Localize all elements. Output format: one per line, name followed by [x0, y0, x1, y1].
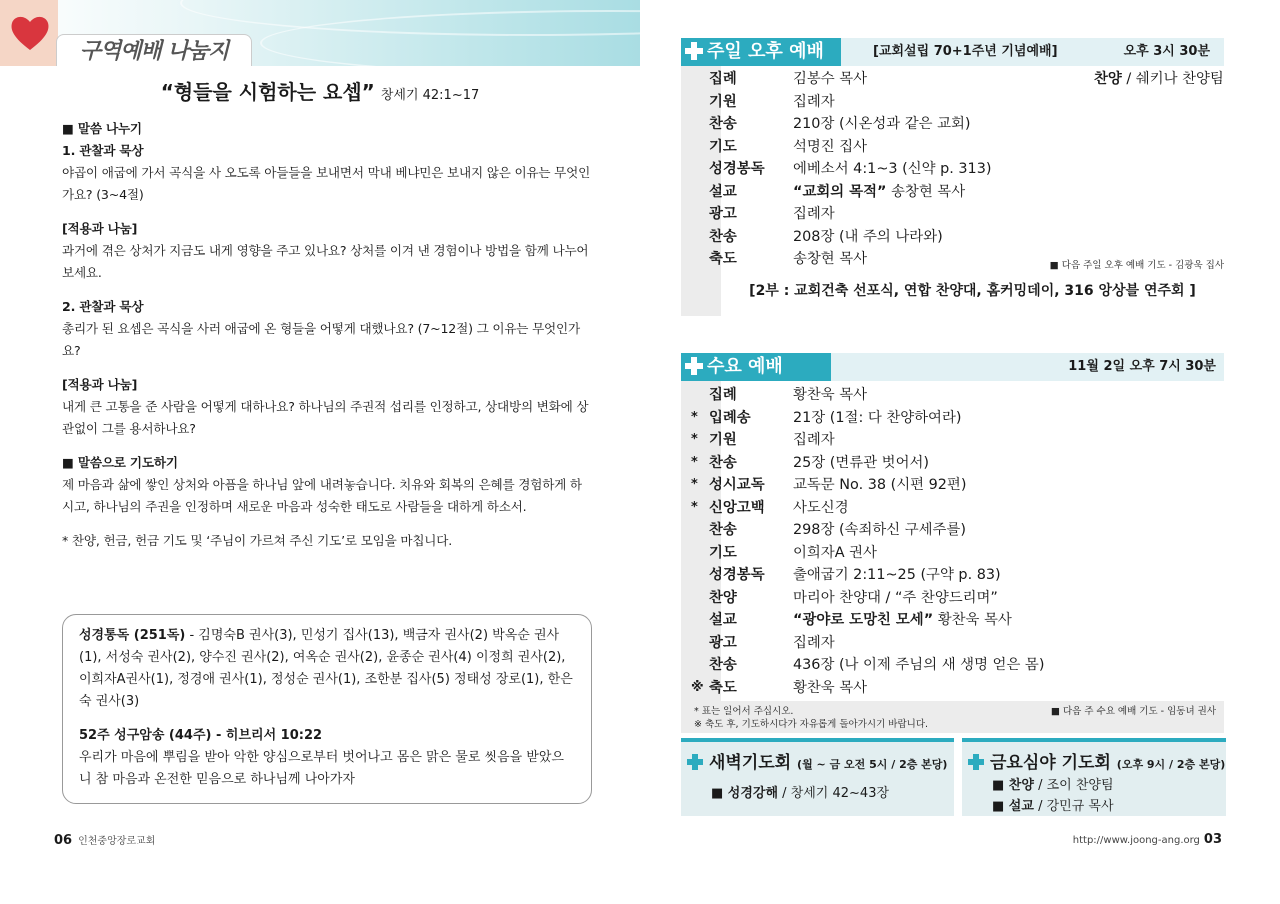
order-label: 기도	[709, 138, 737, 155]
section-heading: [적용과 나눔]	[62, 221, 138, 236]
order-value-text: 21장 (1절: 다 찬양하여라)	[793, 409, 962, 426]
order-value	[793, 136, 867, 159]
sunday-next-prayer: ■ 다음 주일 오후 예배 기도 - 김광욱 집사	[1049, 260, 1224, 271]
order-value-text: 집례자	[793, 206, 835, 222]
order-label: 기도	[709, 544, 737, 561]
bible-reading-label: 성경통독 (251독)	[79, 628, 186, 643]
section-heading: 1. 관찰과 묵상	[62, 143, 144, 158]
order-label: 성경봉독	[709, 567, 765, 583]
friday-line-1	[992, 776, 1114, 796]
dawn-line-value: / 창세기 42~43장	[778, 786, 890, 801]
order-row	[681, 113, 1224, 136]
spacer	[62, 206, 592, 218]
order-value-text: 석명진 집사	[793, 138, 868, 155]
order-value	[793, 181, 965, 204]
order-value-text: 송창현 목사	[793, 251, 868, 267]
wednesday-order-list	[681, 384, 1224, 699]
wednesday-time: 11월 2일 오후 7시 30분	[1068, 359, 1216, 374]
order-value-text: 출애굽기 2:11~25 (구약 p. 83)	[793, 567, 1001, 583]
order-value-text: 황찬욱 목사	[793, 387, 868, 403]
dawn-title-text: 새벽기도회	[709, 753, 792, 773]
right-footer	[1073, 832, 1222, 847]
stand-marker: *	[691, 409, 698, 425]
order-value	[793, 474, 966, 497]
order-value	[793, 632, 835, 655]
order-row	[681, 474, 1224, 497]
order-value	[793, 519, 966, 542]
order-value	[793, 677, 867, 700]
sunday-time: 오후 3시 30분	[1123, 44, 1210, 59]
order-value	[793, 113, 971, 136]
wednesday-next-prayer: ■ 다음 주 수요 예배 기도 - 임동녀 권사	[1050, 706, 1216, 717]
order-value-text: 황찬욱 목사	[933, 612, 1012, 628]
order-value	[793, 226, 943, 249]
sermon-title: “교회의 목적”	[793, 183, 887, 200]
order-value	[793, 452, 929, 475]
paragraph: 과거에 겪은 상처가 지금도 내게 영향을 주고 있나요? 상처를 이겨 낸 경험이나 방법을 함께 나누어 보세요.	[62, 243, 589, 280]
choir-value: / 쉐키나 찬양팀	[1121, 71, 1224, 87]
order-value-text: 집례자	[793, 432, 835, 448]
stand-marker: *	[691, 477, 698, 492]
dawn-line-label: ■ 성경강해	[711, 786, 779, 801]
sermon-reference: 창세기 42:1~17	[380, 88, 480, 103]
memorize-text: 우리가 마음에 뿌림을 받아 악한 양심으로부터 벗어나고 몸은 맑은 물로 씻음을 받았으니 참 마음과 온전한 믿음으로 하나님께 나아가자	[79, 750, 564, 787]
spacer	[62, 284, 592, 296]
sunday-header	[681, 38, 1224, 66]
sunday-order-list	[681, 68, 1224, 271]
order-label: 입례송	[709, 409, 751, 426]
order-value	[793, 203, 835, 226]
friday-title-text: 금요심야 기도회	[990, 753, 1111, 773]
order-row	[681, 407, 1224, 430]
order-label: 찬송	[709, 228, 737, 245]
order-value	[793, 248, 867, 271]
order-value	[793, 542, 877, 565]
discussion-body	[62, 118, 592, 552]
plus-icon	[687, 754, 703, 770]
spacer	[62, 518, 592, 530]
order-value	[793, 407, 961, 430]
sunday-tab	[681, 38, 841, 66]
section-heading: ■ 말씀 나누기	[62, 121, 142, 136]
section-heading: [적용과 나눔]	[62, 377, 138, 392]
order-label: 집례	[709, 387, 737, 403]
bible-reading-box	[62, 614, 592, 804]
order-value-text: 298장 (속죄하신 구세주를)	[793, 522, 966, 538]
order-value-text: 황찬욱 목사	[793, 679, 868, 696]
order-row	[681, 91, 1224, 114]
order-value-text: 김봉수 목사	[793, 71, 868, 87]
friday-l1-label: ■ 찬양	[992, 778, 1034, 793]
order-label: 광고	[709, 206, 737, 222]
order-row	[681, 677, 1224, 700]
page-number: 03	[1203, 832, 1222, 847]
heart-icon	[10, 14, 50, 52]
benediction-note: ※ 축도 후, 기도하시다가 자유롭게 돌아가시기 바랍니다.	[694, 719, 929, 730]
order-row	[681, 158, 1224, 181]
stand-marker: *	[691, 499, 698, 515]
church-url[interactable]: http://www.joong-ang.org	[1072, 835, 1200, 846]
paragraph: 제 마음과 삶에 쌓인 상처와 아픔을 하나님 앞에 내려놓습니다. 치유와 회복의 은혜를 경험하게 하시고, 하나님의 주권을 인정하며 새로운 마음과 성숙한 태도로 사람들을 대하게 하소서.	[62, 477, 582, 514]
order-value-text: 사도신경	[793, 499, 849, 516]
wednesday-header	[681, 353, 1224, 381]
sunday-tab-label: 주일 오후 예배	[707, 41, 824, 62]
order-value	[793, 587, 998, 610]
friday-l2-label: ■ 설교	[992, 799, 1034, 814]
order-label: 기원	[709, 93, 737, 110]
spacer	[62, 440, 592, 452]
dawn-line	[711, 784, 889, 804]
wednesday-tab-label: 수요 예배	[707, 356, 783, 377]
sunday-choir	[1094, 68, 1224, 91]
order-label: 설교	[709, 183, 737, 200]
order-value-text: 436장 (나 이제 주님의 새 생명 얻은 몸)	[793, 657, 1045, 673]
friday-l2-value: / 강민규 목사	[1033, 799, 1114, 814]
order-label: 축도	[709, 251, 737, 267]
page-number: 06	[54, 833, 73, 848]
dawn-sub: (월 ~ 금 오전 5시 / 2층 본당)	[797, 758, 948, 771]
friday-prayer-box	[962, 738, 1226, 816]
friday-title	[968, 748, 1225, 773]
order-row	[681, 384, 1224, 407]
order-label: 찬양	[709, 589, 737, 606]
friday-line-2	[992, 797, 1114, 817]
order-row	[681, 654, 1224, 677]
order-label: 찬송	[709, 657, 737, 673]
left-header-banner	[0, 0, 640, 66]
bible-reading	[79, 625, 575, 713]
order-label: 찬송	[709, 522, 737, 538]
order-value	[793, 68, 867, 91]
order-row	[681, 181, 1224, 204]
order-row	[681, 519, 1224, 542]
order-label: 찬송	[709, 116, 737, 132]
order-row	[681, 632, 1224, 655]
order-value	[793, 158, 992, 181]
order-row	[681, 542, 1224, 565]
order-row	[681, 609, 1224, 632]
order-value-text: 210장 (시온성과 같은 교회)	[793, 116, 971, 132]
sermon-title	[0, 76, 640, 105]
hands-heart-image	[0, 0, 58, 66]
order-row	[681, 497, 1224, 520]
order-value-text: 208장 (내 주의 나라와)	[793, 228, 943, 245]
stand-marker: ※	[691, 679, 704, 695]
order-value-text: 집례자	[793, 634, 835, 651]
order-value	[793, 654, 1044, 677]
stand-marker: *	[691, 454, 698, 470]
standing-note: * 표는 일어서 주십시오.	[694, 706, 794, 717]
order-row	[681, 452, 1224, 475]
order-value-text: 집례자	[793, 93, 835, 110]
order-row	[681, 136, 1224, 159]
wednesday-tab	[681, 353, 831, 381]
friday-l1-value: / 조이 찬양팀	[1033, 778, 1114, 793]
paragraph: 야곱이 애굽에 가서 곡식을 사 오도록 아들들을 보내면서 막내 베냐민은 보내지 않은 이유는 무엇인가요? (3~4절)	[62, 165, 591, 202]
order-value	[793, 91, 835, 114]
order-label: 기원	[709, 432, 737, 448]
sunday-subtitle: [교회설립 70+1주년 기념예배]	[873, 44, 1058, 59]
section-heading: 2. 관찰과 묵상	[62, 299, 144, 314]
choir-label: 찬양	[1094, 71, 1122, 87]
order-value-text: 송창현 목사	[886, 183, 966, 200]
order-row	[681, 564, 1224, 587]
cross-icon	[685, 42, 703, 60]
church-name: 인천중앙장로교회	[78, 836, 156, 847]
order-value	[793, 429, 835, 452]
order-row	[681, 587, 1224, 610]
order-label: 신앙고백	[709, 499, 765, 516]
spacer	[62, 362, 592, 374]
order-row	[681, 226, 1224, 249]
order-value-text: 에베소서 4:1~3 (신약 p. 313)	[793, 161, 992, 177]
plus-icon	[968, 754, 984, 770]
order-value	[793, 497, 849, 520]
cross-icon	[685, 357, 703, 375]
header-tab: 구역예배 나눔지	[56, 34, 252, 66]
order-value	[793, 564, 1001, 587]
order-value	[793, 609, 1012, 632]
order-row	[681, 203, 1224, 226]
sunday-part2: [2부 : 교회건축 선포식, 연합 찬양대, 홈커밍데이, 316 앙상블 연주회 ]	[749, 283, 1196, 299]
friday-sub: (오후 9시 / 2층 본당)	[1116, 758, 1226, 771]
order-label: 찬송	[709, 454, 737, 471]
paragraph: * 찬양, 헌금, 헌금 기도 및 ‘주님이 가르쳐 주신 기도’로 모임을 마칩니다.	[62, 533, 453, 548]
order-value-text: 마리아 찬양대 / “주 찬양드리며”	[793, 589, 998, 606]
order-label: 집례	[709, 71, 737, 87]
order-label: 광고	[709, 634, 737, 651]
stand-marker: *	[691, 432, 698, 447]
paragraph: 총리가 된 요셉은 곡식을 사러 애굽에 온 형들을 어떻게 대했나요? (7~12절) 그 이유는 무엇인가요?	[62, 321, 580, 358]
order-value-text: 교독문 No. 38 (시편 92편)	[793, 477, 967, 493]
sermon-title: “광야로 도망친 모세”	[793, 612, 934, 628]
order-label: 축도	[709, 679, 737, 696]
right-page	[640, 0, 1280, 904]
order-value	[793, 384, 867, 407]
section-heading: ■ 말씀으로 기도하기	[62, 455, 178, 470]
bible-reading-names: - 김명숙B 권사(3), 민성기 집사(13), 백금자 권사(2) 박옥순 권사(1), 서성숙 권사(2), 양수진 권사(2), 여옥순 권사(2), 윤종순 권사(4) 이정희 권사(2), 이희자A권사(1), 정경애 권사(1), 정성순 권사(1), 조한분 집사(5) 정태성 장로(1), 한은숙 권사(3)	[79, 628, 573, 709]
paragraph: 내게 큰 고통을 준 사람을 어떻게 대하나요? 하나님의 주권적 섭리를 인정하고, 상대방의 변화에 상관없이 그를 용서하나요?	[62, 399, 589, 436]
dawn-title	[687, 748, 947, 773]
order-row	[681, 429, 1224, 452]
order-value-text: 25장 (면류관 벗어서)	[793, 454, 929, 471]
dawn-prayer-box	[681, 738, 954, 816]
order-label: 설교	[709, 612, 737, 628]
order-label: 성경봉독	[709, 161, 765, 177]
order-label: 성시교독	[709, 477, 765, 493]
memorize-label: 52주 성구암송 (44주) - 히브리서 10:22	[79, 728, 323, 743]
order-value-text: 이희자A 권사	[793, 544, 877, 561]
sermon-title-text: “형들을 시험하는 요셉”	[160, 80, 375, 104]
left-footer	[54, 832, 155, 848]
